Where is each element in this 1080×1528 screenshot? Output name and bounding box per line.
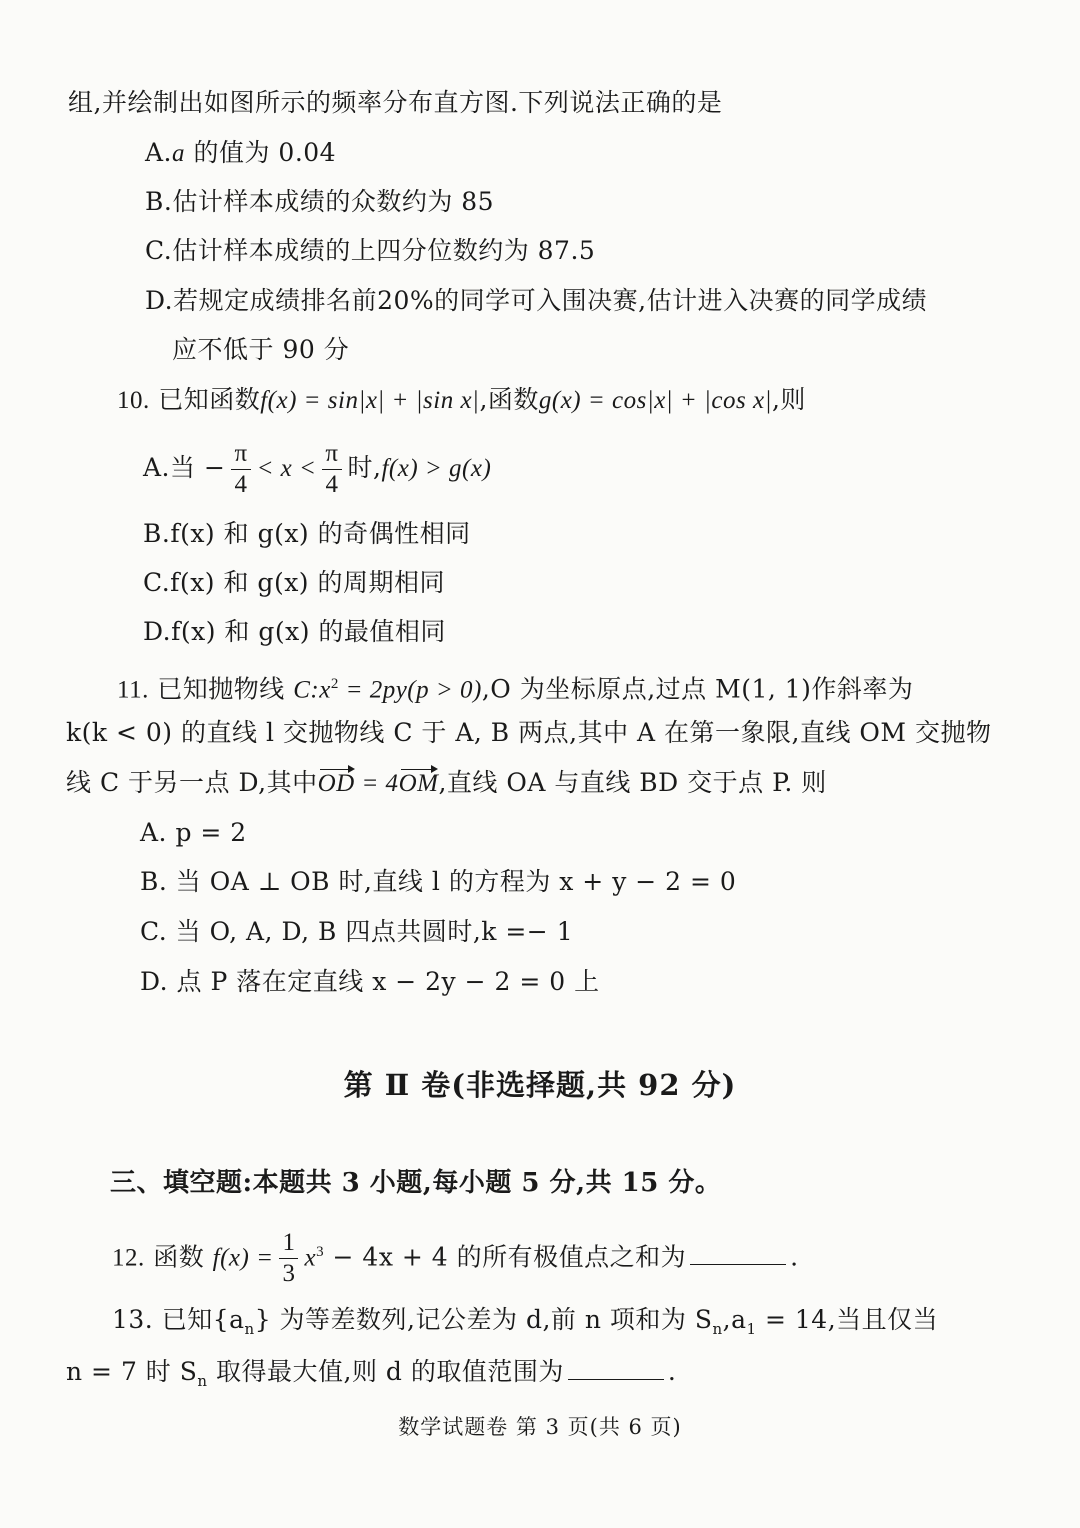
q12-term-sup: 3 [316, 1244, 325, 1260]
q12 [112, 1218, 799, 1292]
q10-number: 10. [117, 387, 150, 414]
q10-frac-1-den: 4 [234, 471, 248, 498]
q12-term: x [304, 1244, 317, 1272]
q11-option-c-text: C. 当 O, A, D, B 四点共圆时,k =− 1 [140, 917, 574, 946]
q11-option-d [140, 965, 600, 999]
q10-option-a-rel: f(x) > g(x) [381, 455, 492, 482]
q10-option-a-then: 时, [347, 453, 382, 482]
q11-sup: 2 [330, 676, 339, 692]
q13-sub-2: n [712, 1320, 723, 1338]
q11-option-a-text: A. p = 2 [140, 818, 247, 847]
q10-stem [117, 383, 806, 418]
q13-line-1-a: 13. 已知{a [112, 1305, 245, 1334]
q12-frac [279, 1228, 298, 1289]
q11-vector-om: OM [399, 767, 439, 801]
q9-option-b [145, 185, 494, 219]
q9-option-c-label: C. [145, 236, 173, 265]
q13-line-2-b: 取得最大值,则 d 的取值范围为 [207, 1357, 564, 1386]
q13-answer-blank[interactable] [568, 1353, 664, 1380]
q11-option-c [140, 915, 573, 949]
q10-stem-b: ,函数 [479, 385, 539, 414]
q10-stem-a: 已知函数 [158, 385, 261, 414]
q13-line-1-b: } 为等差数列,记公差为 d,前 n 项和为 S [254, 1305, 713, 1334]
q12-end: . [790, 1242, 799, 1272]
page-footer: 数学试题卷 第 3 页(共 6 页) [398, 1415, 682, 1439]
q10-g-def: g(x) = cos|x| + |cos x| [538, 387, 772, 414]
q12-number: 12. [112, 1244, 145, 1272]
q11-option-d-text: D. 点 P 落在定直线 x − 2y − 2 = 0 上 [140, 967, 600, 996]
q11-option-a [140, 816, 247, 850]
q13-sub-1: n [244, 1320, 255, 1338]
q10-frac-1 [231, 439, 250, 500]
q13-line-2 [66, 1353, 676, 1398]
q9-option-d [145, 284, 927, 318]
q10-option-b [143, 517, 471, 551]
q9-option-d-cont-text: 应不低于 90 分 [172, 335, 350, 364]
section-3-heading [110, 1166, 721, 1200]
section-3-heading-text: 三、填空题:本题共 3 小题,每小题 5 分,共 15 分。 [110, 1168, 722, 1198]
q10-option-a-minus: − [203, 453, 226, 482]
q10-option-c [143, 566, 445, 600]
q10-frac-1-num: π [231, 439, 250, 470]
q13-sub-4: n [197, 1372, 208, 1390]
q11-line-3 [66, 766, 827, 801]
q13-line-1-d: = 14,当且仅当 [756, 1305, 939, 1334]
q9-option-b-label: B. [145, 187, 173, 216]
part-2-title: 第 Ⅱ 卷(非选择题,共 92 分) [343, 1068, 737, 1102]
q12-frac-den: 3 [282, 1260, 296, 1288]
q9-option-b-text: 估计样本成绩的众数约为 85 [172, 187, 495, 216]
q11-option-b-text: B. 当 OA ⊥ OB 时,直线 l 的方程为 x + y − 2 = 0 [140, 867, 737, 896]
q11-text-3: ,O 为坐标原点,过点 M(1, 1)作斜率为 [481, 674, 914, 704]
q13-sub-3: 1 [746, 1320, 757, 1338]
q13-line-1-c: ,a [722, 1305, 747, 1334]
q10-option-d [143, 615, 446, 649]
q10-f-def: f(x) = sin|x| + |sin x| [260, 387, 480, 414]
q9-option-d-label: D. [145, 286, 174, 315]
q12-text-a: 函数 [153, 1242, 213, 1272]
q11-number: 11. [117, 676, 149, 704]
q10-option-c-text: C.f(x) 和 g(x) 的周期相同 [143, 568, 445, 597]
q9-option-d-text: 若规定成绩排名前20%的同学可入围决赛,估计进入决赛的同学成绩 [173, 286, 928, 315]
q11-vector-od: OD [318, 767, 355, 801]
q12-rest: − 4x + 4 的所有极值点之和为 [324, 1242, 687, 1272]
q11-line-2-text: k(k < 0) 的直线 l 交抛物线 C 于 A, B 两点,其中 A 在第一象限,直线 OM 交抛物 [66, 718, 992, 747]
q10-frac-2 [322, 439, 341, 500]
q9-option-a-var: a [172, 140, 186, 167]
q13-line-2-a: n = 7 时 S [66, 1357, 198, 1386]
q11-line-3-eq: = 4 [354, 770, 399, 797]
q11-line-3-a: 线 C 于另一点 D,其中 [66, 768, 318, 797]
q9-option-a-text: 的值为 0.04 [185, 138, 337, 167]
q9-stem-text: 组,并绘制出如图所示的频率分布直方图.下列说法正确的是 [68, 88, 723, 117]
q9-option-c [145, 234, 595, 268]
q10-option-a [143, 436, 491, 501]
q10-frac-2-num: π [322, 439, 341, 470]
q12-func: f(x) = [212, 1244, 274, 1272]
q10-stem-c: ,则 [771, 385, 806, 414]
q10-option-a-when: 当 [170, 453, 196, 482]
q11-text-2: = 2py(p > 0) [338, 676, 482, 704]
q9-stem-tail [68, 86, 722, 120]
q9-option-a [145, 136, 336, 171]
q10-option-b-text: B.f(x) 和 g(x) 的奇偶性相同 [143, 519, 471, 548]
q10-option-a-ineq: < x < [256, 455, 317, 482]
q9-option-c-text: 估计样本成绩的上四分位数约为 87.5 [172, 236, 596, 265]
q10-frac-2-den: 4 [325, 471, 339, 498]
q13-line-1 [112, 1303, 938, 1346]
q11-curve: C:x [293, 676, 331, 704]
q9-option-a-label: A. [145, 138, 173, 167]
q11-line-1 [117, 667, 913, 707]
q11-line-2 [66, 716, 991, 750]
q11-text-1: 已知抛物线 [157, 674, 294, 704]
q12-frac-num: 1 [279, 1228, 298, 1259]
q10-option-d-text: D.f(x) 和 g(x) 的最值相同 [143, 617, 446, 646]
q11-line-3-b: ,直线 OA 与直线 BD 交于点 P. 则 [438, 768, 827, 797]
q9-option-d-cont [172, 333, 349, 367]
q12-answer-blank[interactable] [690, 1238, 786, 1265]
q13-end: . [667, 1357, 677, 1386]
q10-option-a-label: A. [143, 453, 171, 482]
q11-option-b [140, 865, 736, 899]
